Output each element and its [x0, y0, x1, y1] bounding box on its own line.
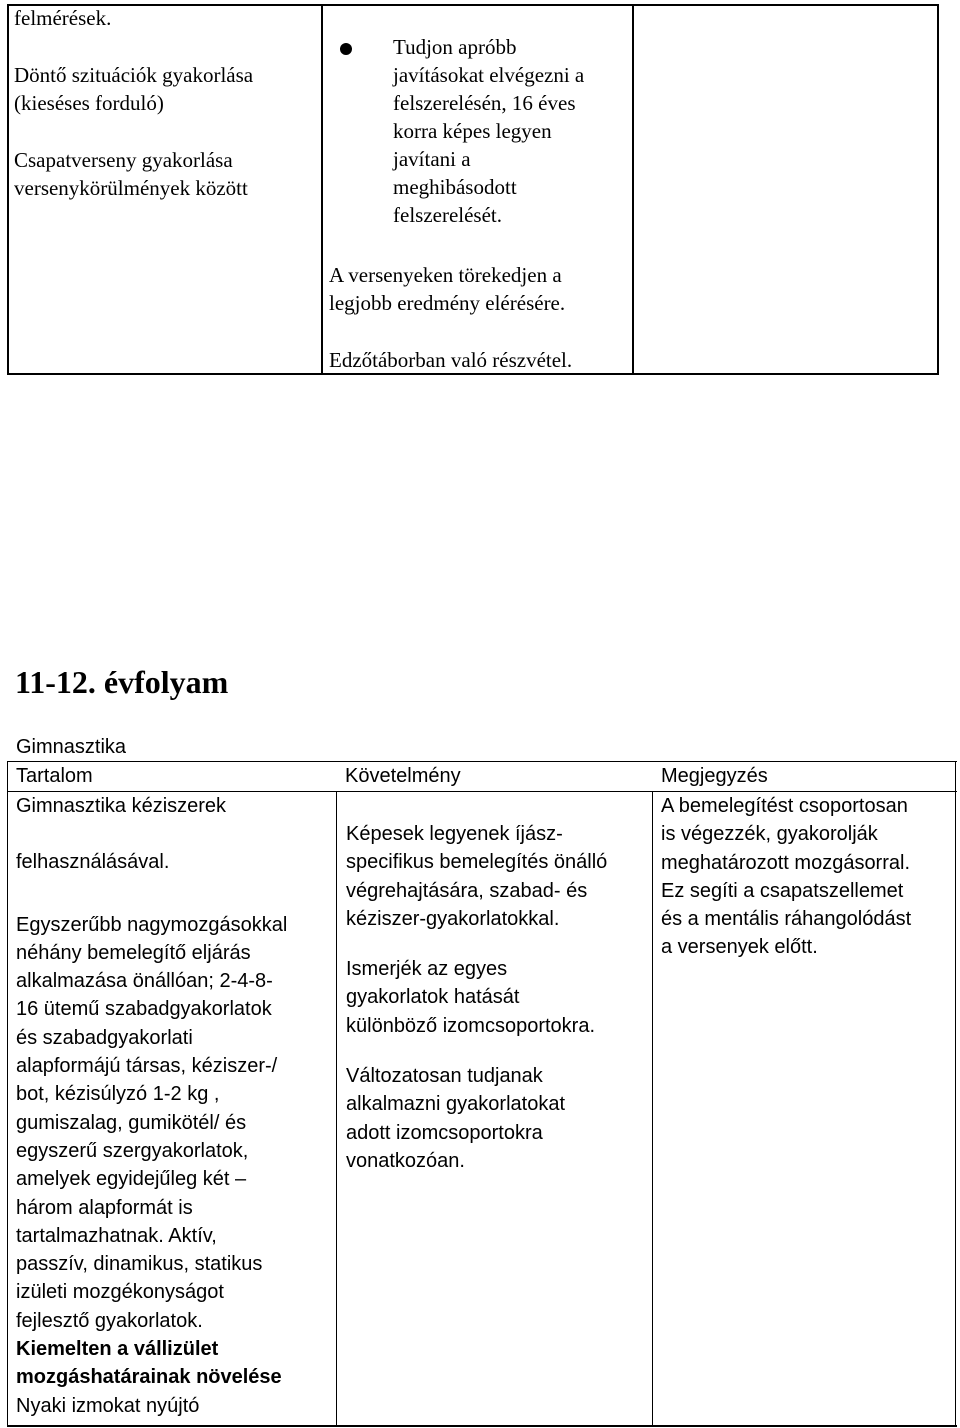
- cell-line: végrehajtására, szabad- és: [346, 879, 588, 902]
- bullet-line: felszerelésén, 16 éves: [393, 91, 576, 115]
- cell-line: Ez segíti a csapatszellemet: [661, 879, 904, 902]
- cell-line: Nyaki izmokat nyújtó: [16, 1394, 200, 1417]
- cell-line: adott izomcsoportokra: [346, 1121, 543, 1144]
- cell-line: Változatosan tudjanak: [346, 1065, 543, 1088]
- top-col1-line: (kieséses forduló): [14, 91, 164, 115]
- top-col1-line: felmérések.: [14, 6, 112, 30]
- cell-bold-line: mozgáshatárainak növelése: [16, 1366, 282, 1389]
- top-col1-cell: [14, 4, 319, 202]
- cell-title: felhasználásával.: [16, 851, 170, 874]
- cell-line: három alapformát is: [16, 1196, 193, 1219]
- cell-line: Képesek legyenek íjász-: [346, 823, 563, 845]
- cell-bold-line: Kiemelten a vállizület: [16, 1338, 219, 1361]
- bullet-line: javítani a: [393, 147, 471, 171]
- cell-line: is végezzék, gyakorolják: [661, 823, 878, 846]
- bullet-item: [393, 33, 584, 229]
- cell-line: alkalmazni gyakorlatokat: [346, 1093, 565, 1116]
- cell-line: alapformájú társas, kéziszer-/: [16, 1055, 278, 1078]
- cell-line: és a mentális ráhangolódást: [661, 908, 912, 931]
- cell-line: amelyek egyidejűleg két –: [16, 1168, 247, 1191]
- header-tartalom: Tartalom: [16, 765, 93, 787]
- cell-line: kéziszer-gyakorlatokkal.: [346, 907, 560, 930]
- header-megjegyzes: Megjegyzés: [661, 765, 768, 787]
- bullet-line: Tudjon apróbb: [393, 35, 517, 59]
- paragraph-line: legjobb eredmény elérésére.: [329, 291, 566, 315]
- cell-line: fejlesztő gyakorlatok.: [16, 1309, 203, 1332]
- cell-line: gumiszalag, gumikötél/ és: [16, 1111, 247, 1134]
- bullet-icon: [340, 43, 352, 55]
- cell-line: meghatározott mozgásorral.: [661, 851, 911, 874]
- bullet-line: felszerelését.: [393, 203, 503, 227]
- cell-line: specifikus bemelegítés önálló: [346, 851, 608, 874]
- table-cell-megjegyzes: [661, 792, 953, 962]
- table-cell-tartalom: [16, 792, 334, 1420]
- bullet-line: meghibásodott: [393, 175, 517, 199]
- cell-line: néhány bemelegítő eljárás: [16, 941, 251, 964]
- subject-title: Gimnasztika: [16, 736, 127, 758]
- table-cell-kovetelmeny: [346, 820, 650, 1175]
- cell-line: izületi mozgékonyságot: [16, 1281, 224, 1304]
- cell-line: gyakorlatok hatását: [346, 986, 520, 1009]
- cell-line: Ismerjék az egyes: [346, 958, 508, 981]
- cell-line: alkalmazása önállóan; 2-4-8-: [16, 970, 273, 993]
- top-col1-line: versenykörülmények között: [14, 176, 248, 200]
- cell-line: a versenyek előtt.: [661, 936, 818, 959]
- top-col1-line: Döntő szituációk gyakorlása: [14, 63, 254, 87]
- cell-line: vonatkozóan.: [346, 1149, 465, 1172]
- bullet-line: korra képes legyen: [393, 119, 552, 143]
- cell-line: 16 ütemű szabadgyakorlatok: [16, 998, 272, 1021]
- cell-line: passzív, dinamikus, statikus: [16, 1253, 263, 1276]
- cell-line: és szabadgyakorlati: [16, 1026, 193, 1049]
- paragraph-line: A versenyeken törekedjen a: [329, 263, 562, 287]
- cell-title: Gimnasztika kéziszerek: [16, 795, 227, 817]
- cell-line: A bemelegítést csoportosan: [661, 795, 908, 817]
- cell-line: tartalmazhatnak. Aktív,: [16, 1224, 217, 1247]
- section-heading: 11-12. évfolyam: [15, 664, 229, 700]
- cell-line: bot, kézisúlyzó 1-2 kg ,: [16, 1083, 220, 1106]
- cell-line: Egyszerűbb nagymozgásokkal: [16, 913, 288, 936]
- top-col1-line: Csapatverseny gyakorlása: [14, 148, 233, 172]
- cell-line: egyszerű szergyakorlatok,: [16, 1139, 249, 1162]
- cell-line: különböző izomcsoportokra.: [346, 1014, 596, 1037]
- header-kovetelmeny: Követelmény: [345, 765, 461, 787]
- paragraph-line: Edzőtáborban való részvétel.: [329, 348, 573, 372]
- bullet-line: javításokat elvégezni a: [393, 63, 585, 87]
